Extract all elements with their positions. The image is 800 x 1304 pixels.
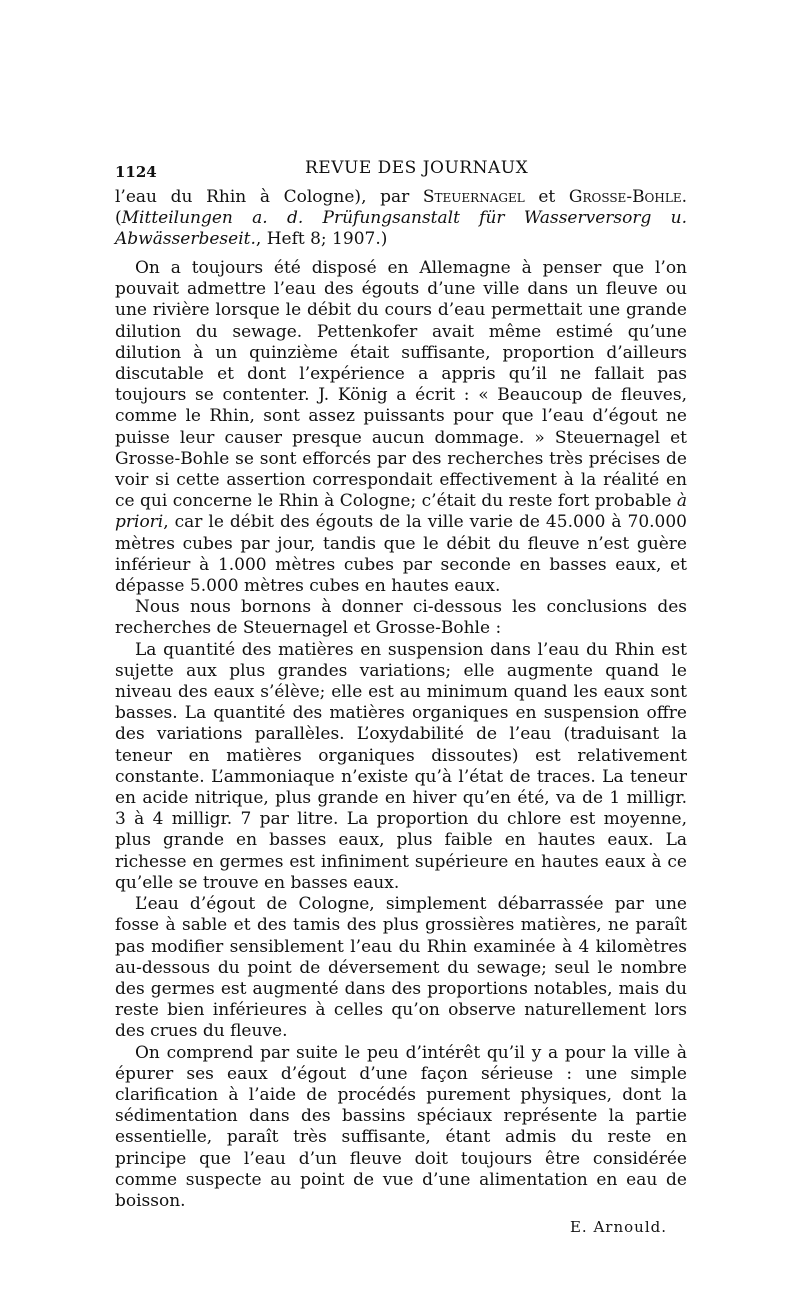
paragraph-italic-text: à priori: [115, 491, 687, 533]
paragraph: [115, 894, 687, 1042]
reference-prefix: l’eau du Rhin à Cologne), par: [115, 187, 423, 207]
paragraph: [115, 640, 687, 894]
author-name: Steuernagel: [422, 187, 525, 207]
author-signature: E. Arnould.: [569, 1218, 667, 1237]
paragraph-text: On a toujours été disposé en Allemagne à penser que l’on pouvait admettre l’eau des égouts d’une ville dans un fleuve ou une rivière lorsque le débit du cours d’eau permettait une grande dilution du sewage. Pettenkofer avait même estimé qu’une dilution à un quinzième était suffisante, proportion d’ailleurs discutable et dont l’expérience a appris qu’il ne fallait pas toujours se contenter. J. König a écrit : « Beaucoup de fleuves, comme le Rhin, sont assez puissants pour que l’eau d’égout ne puisse leur causer presque aucun dommage. » Steuernagel et Grosse-Bohle se sont efforcés par des recherches très précises de voir si cette assertion correspondait effectivement à la réalité en ce qui concerne le Rhin à Cologne; c’était du reste fort probable: [115, 258, 687, 512]
paragraph-text: On comprend par suite le peu d’intérêt qu’il y a pour la ville à épurer ses eaux d’égout d’une façon sérieuse : une simple clarification à l’aide de procédés purement physiques, dont la sédimentation dans des bassins spéciaux représente la partie essentielle, paraît très suffisante, étant admis du reste en principe que l’eau d’un fleuve doit toujours être considérée comme suspecte au point de vue d’une alimentation en eau de boisson.: [115, 1042, 687, 1211]
reference-separator: . (: [115, 187, 687, 228]
author-name: Grosse-Bohle: [568, 187, 682, 207]
paragraph-text: , car le débit des égouts de la ville varie de 45.000 à 70.000 mètres cubes par jour, tandis que le débit du fleuve n’est guère inférieur à 1.000 mètres cubes par seconde en basses eaux, et dépasse 5.000 mètres cubes en hautes eaux.: [115, 512, 687, 597]
reference-suffix: , Heft 8; 1907.): [255, 229, 388, 249]
journal-title: Mitteilungen a. d. Prüfungsanstalt für Wasserversorg u. Abwässerbeseit.: [115, 208, 687, 249]
page: [115, 155, 687, 1236]
paragraph-text: L’eau d’égout de Cologne, simplement débarrassée par une fosse à sable et des tamis des plus grossières matières, ne paraît pas modifier sensiblement l’eau du Rhin examinée à 4 kilomètres au-dessous du point de déversement du sewage; seul le nombre des germes est augmenté dans des proportions notables, mais du reste bien inférieures à celles qu’on observe naturellement lors des crues du fleuve.: [115, 894, 687, 1042]
reference-conjunction: et: [524, 187, 569, 207]
page-header: [115, 155, 687, 185]
paragraph: [115, 258, 687, 597]
page-number: 1124: [115, 163, 157, 181]
paragraph: [115, 597, 687, 639]
paragraph: [115, 1043, 687, 1213]
paragraph-text: Nous nous bornons à donner ci-dessous les conclusions des recherches de Steuernagel et Grosse-Bohle :: [115, 597, 687, 639]
article-reference: [115, 187, 687, 250]
running-title: REVUE DES JOURNAUX: [305, 158, 529, 178]
paragraph-text: La quantité des matières en suspension dans l’eau du Rhin est sujette aux plus grandes variations; elle augmente quand le niveau des eaux s’élève; elle est au minimum quand les eaux sont basses. La quantité des matières organiques en suspension offre des variations parallèles. L’oxydabilité de l’eau (traduisant la teneur en matières organiques dissoutes) est relativement constante. L’ammoniaque n’existe qu’à l’état de traces. La teneur en acide nitrique, plus grande en hiver qu’en été, va de 1 milligr. 3 à 4 milligr. 7 par litre. La proportion du chlore est moyenne, plus grande en basses eaux, plus faible en hautes eaux. La richesse en germes est infiniment supérieure en hautes eaux à ce qu’elle se trouve en basses eaux.: [115, 639, 687, 893]
